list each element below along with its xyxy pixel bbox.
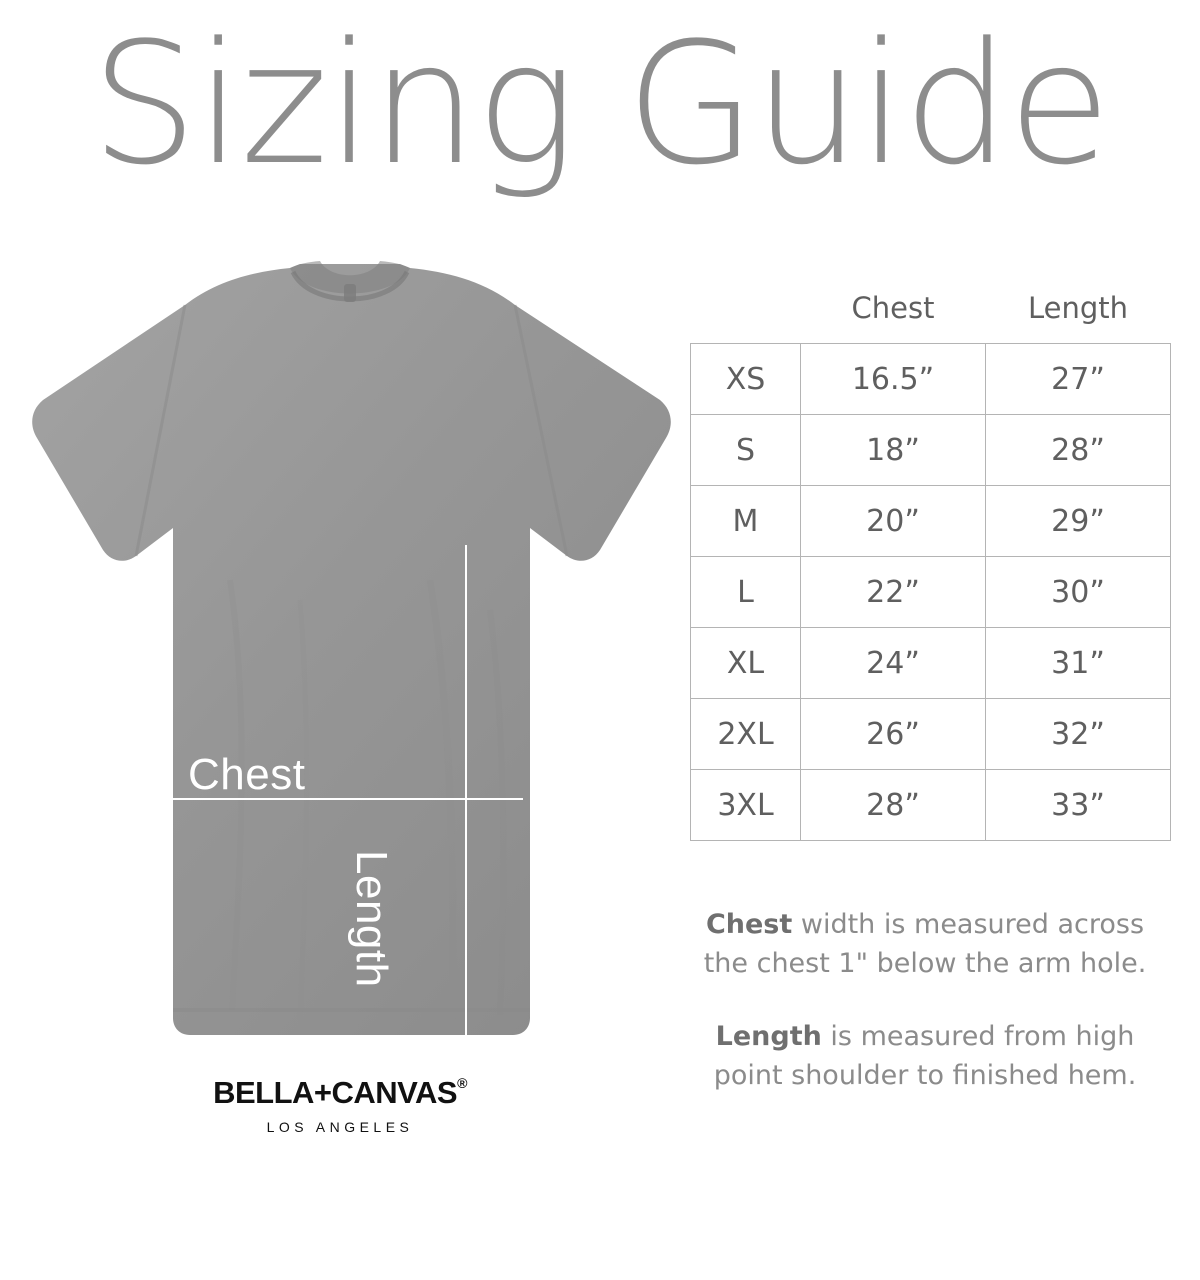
cell-chest: 26” bbox=[801, 699, 986, 770]
cell-size: L bbox=[691, 557, 801, 628]
table-row bbox=[691, 486, 1171, 557]
cell-size: XL bbox=[691, 628, 801, 699]
cell-size: S bbox=[691, 415, 801, 486]
cell-length: 33” bbox=[986, 770, 1171, 841]
chest-guide-line-left bbox=[163, 550, 165, 800]
cell-length: 28” bbox=[986, 415, 1171, 486]
cell-size: XS bbox=[691, 344, 801, 415]
length-guide-line-vertical bbox=[465, 545, 467, 1280]
table-row bbox=[691, 628, 1171, 699]
brand-name bbox=[180, 1075, 500, 1111]
size-chart-table bbox=[690, 290, 1171, 841]
length-measure-label: Length bbox=[347, 850, 396, 988]
chest-measure-label: Chest bbox=[188, 750, 306, 799]
tshirt-illustration bbox=[0, 250, 700, 1050]
column-header-size bbox=[691, 290, 801, 344]
cell-chest: 28” bbox=[801, 770, 986, 841]
cell-length: 31” bbox=[986, 628, 1171, 699]
table-row bbox=[691, 699, 1171, 770]
table-header-row bbox=[691, 290, 1171, 344]
cell-length: 29” bbox=[986, 486, 1171, 557]
column-header-chest: Chest bbox=[851, 291, 935, 325]
column-header-length: Length bbox=[1027, 291, 1129, 325]
cell-length: 30” bbox=[986, 557, 1171, 628]
cell-length: 32” bbox=[986, 699, 1171, 770]
cell-size: M bbox=[691, 486, 801, 557]
size-table-wrapper bbox=[690, 290, 1170, 841]
chest-note-bold: Chest bbox=[705, 909, 793, 940]
cell-chest: 24” bbox=[801, 628, 986, 699]
chest-note-text: width is measured across the chest 1" below the arm hole. bbox=[703, 909, 1147, 980]
table-row bbox=[691, 344, 1171, 415]
length-note-bold: Length bbox=[715, 1021, 822, 1053]
cell-length: 27” bbox=[986, 344, 1171, 415]
table-row bbox=[691, 770, 1171, 841]
length-note-text: is measured from high point shoulder to finished hem. bbox=[713, 1021, 1137, 1092]
brand-location: LOS ANGELES bbox=[266, 1119, 414, 1135]
chest-note bbox=[690, 905, 1160, 983]
cell-size: 2XL bbox=[691, 699, 801, 770]
length-note bbox=[690, 1017, 1160, 1095]
table-row bbox=[691, 557, 1171, 628]
cell-chest: 20” bbox=[801, 486, 986, 557]
measurement-notes bbox=[690, 905, 1160, 1130]
registered-mark: ® bbox=[457, 1075, 467, 1091]
cell-chest: 16.5” bbox=[801, 344, 986, 415]
cell-size: 3XL bbox=[691, 770, 801, 841]
cell-chest: 22” bbox=[801, 557, 986, 628]
table-row bbox=[691, 415, 1171, 486]
page-title: Sizing Guide bbox=[90, 6, 1110, 202]
brand-name-text: BELLA+CANVAS bbox=[213, 1075, 458, 1110]
brand-block bbox=[180, 1075, 500, 1135]
cell-chest: 18” bbox=[801, 415, 986, 486]
